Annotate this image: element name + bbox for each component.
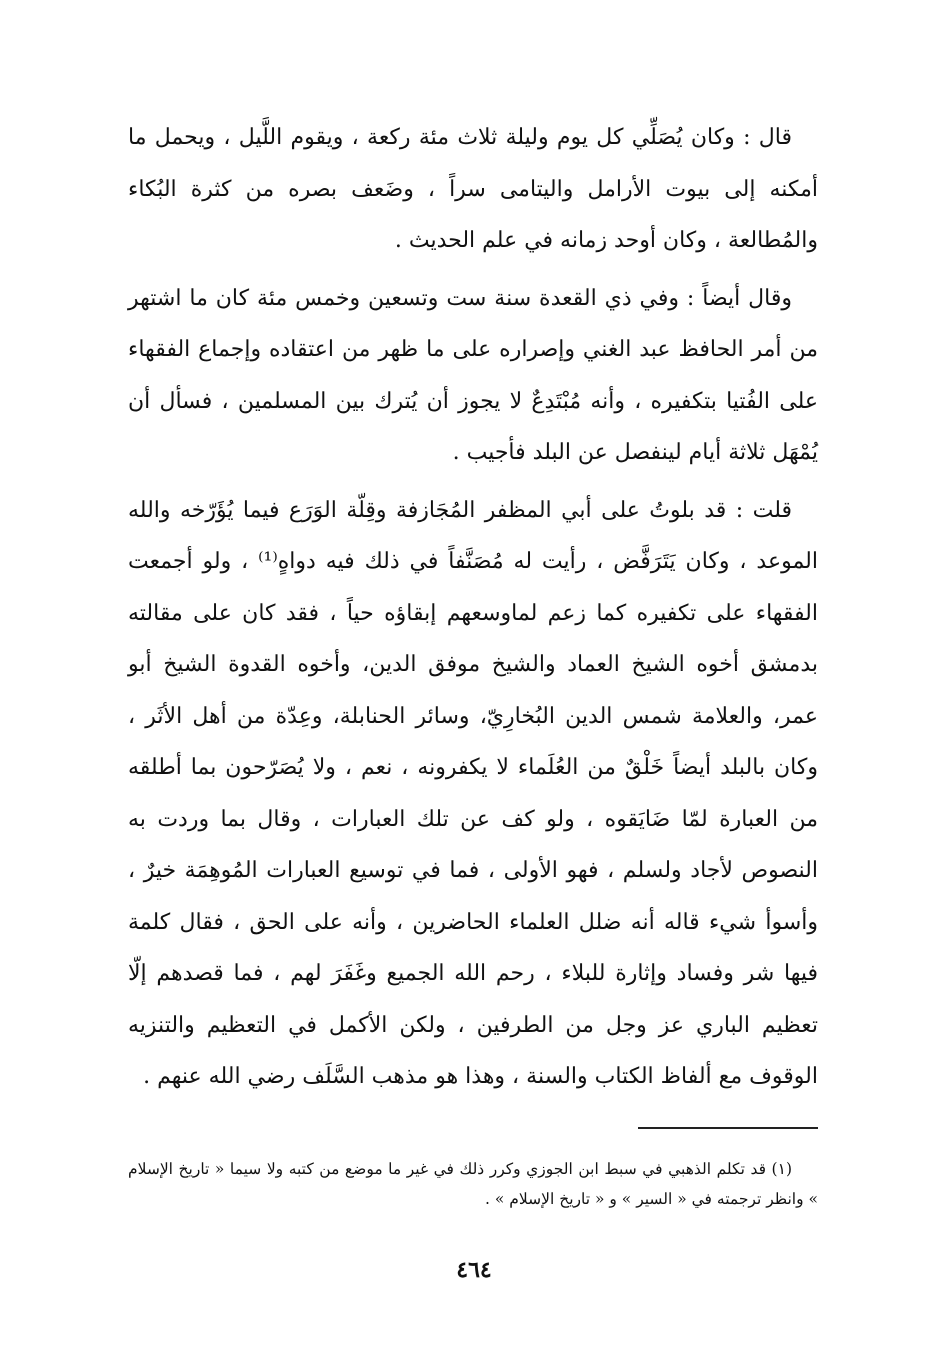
footnote-divider — [638, 1127, 818, 1129]
footnote: (١) قد تكلم الذهبي في سبط ابن الجوزي وكرر ذلك في غير ما موضع من كتبه ولا سيما « تاريخ الإسلام » وانظر ترجمته في « السير » و « تاريخ الإسلام » . — [128, 1160, 818, 1208]
paragraph-1: قال : وكان يُصَلِّي كل يوم وليلة ثلاث مئة ركعة ، ويقوم اللَّيل ، ويحمل ما أمكنه إلى بيوت الأرامل واليتامى سراً ، وضَعف بصره من كثرة البُكاء والمُطالعة ، وكان أوحد زمانه في علم الحديث . — [128, 125, 818, 253]
paragraph-3: قلت : قد بلوتُ على أبي المظفر المُجَازفة وقِلّة الوَرَع فيما يُؤَرّخه والله الموعد ، وكان يَتَرَفَّض ، رأيت له مُصَنَّفاً في ذلك فيه دواهٍ⁽¹⁾ ، ولو أجمعت الفقهاء على تكفيره كما زعم لماوسعهم إبقاؤه حياً ، فقد كان على مقالته بدمشق أخوه الشيخ العماد والشيخ موفق الدين، وأخوه القدوة الشيخ أبو عمر، والعلامة شمس الدين البُخارِيّ، وسائر الحنابلة، وعِدّة من أهل الأثَر ، وكان بالبلد أيضاً خَلْقٌ من العُلَماء لا يكفرونه ، نعم ، ولا يُصَرّحون بما أطلقه من العبارة لمّا ضَايَقوه ، ولو كف عن تلك العبارات ، وقال بما وردت به النصوص لأجاد ولسلم ، فهو الأولى ، فما في توسيع العبارات المُوهِمَة خيرٌ ، وأسوأ شيء قاله أنه ضلل العلماء الحاضرين ، وأنه على الحق ، فقال كلمة فيها شر وفساد وإثارة للبلاء ، رحم الله الجميع وغَفَرَ لهم ، فما قصدهم إلّا تعظيم الباري عز وجل من الطرفين ، ولكن الأكمل في التعظيم والتنزيه الوقوف مع ألفاظ الكتاب والسنة ، وهذا هو مذهب السَّلَف رضي الله عنهم . — [128, 497, 818, 1089]
paragraph-2: وقال أيضاً : وفي ذي القعدة سنة ست وتسعين وخمس مئة كان ما اشتهر من أمر الحافظ عبد الغني وإصراره على ما ظهر من اعتقاده وإجماع الفقهاء على الفُتيا بتكفيره ، وأنه مُبْتَدِعٌ لا يجوز أن يُترك بين المسلمين ، فسأل أن يُمْهَل ثلاثة أيام لينفصل عن البلد فأجيب . — [128, 285, 818, 465]
main-text-block — [128, 112, 818, 1103]
page-number: ٤٦٤ — [456, 1257, 492, 1283]
